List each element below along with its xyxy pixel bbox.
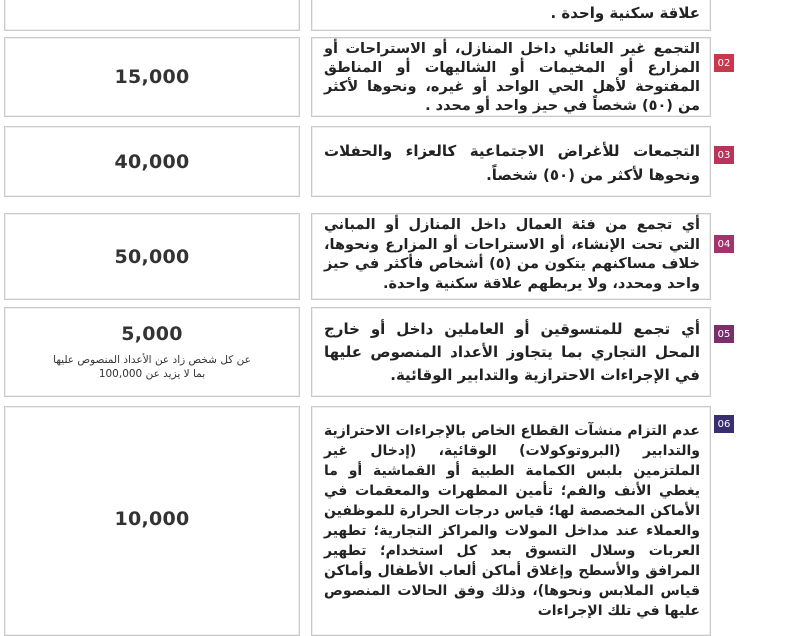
fine-amount-4: 50,000: [114, 245, 190, 268]
description-box-3: [311, 126, 711, 197]
description-box-5: [311, 307, 711, 397]
fine-amount-2: 15,000: [114, 66, 190, 88]
description-box-6: [311, 406, 711, 636]
description-text-5: أي تجمع للمتسوقين أو العاملين داخل أو خارج المحل التجاري بما يتجاوز الأعداد المنصوص عليها في الإجراءات الاحترازية والتدابير الوقائية.: [324, 320, 700, 384]
amount-box-6: [4, 406, 300, 636]
amount-box-2: [4, 37, 300, 117]
fine-amount-5: 5,000: [121, 323, 183, 345]
fine-amount-3: 40,000: [114, 150, 190, 173]
row-number-badge-5: 05: [714, 325, 734, 343]
fine-amount-6: 10,000: [114, 508, 190, 530]
row-number-badge-6: 06: [714, 415, 734, 433]
amount-box-5: [4, 307, 300, 397]
row-number-badge-4: 04: [714, 235, 734, 253]
description-text-6: عدم التزام منشآت القطاع الخاص بالإجراءات الاحترازية والتدابير (البروتوكولات) الوقائية، (إدخال غير الملتزمين بلبس الكمامة الطبية أو القماشية أو ما يغطي الأنف والفم؛ تأمين المطهرات والمعقمات في الأماكن المخصصة لها؛ قياس درجات الحرارة للموظفين والعملاء عند مداخل المولات والمراكز التجارية؛ تطهير العربات وسلال التسوق بعد كل استخدام؛ تطهير المرافق والأسطح وإغلاق أماكن ألعاب الأطفال وأماكن قياس الملابس ونحوها)، وذلك وفق الحالات المنصوص عليها في تلك الإجراءات: [324, 423, 700, 619]
amount-box-1: [4, 0, 300, 31]
fine-note-5: عن كل شخص زاد عن الأعداد المنصوص عليها بما لا يزيد عن 100,000: [53, 354, 251, 380]
amount-box-3: [4, 126, 300, 197]
description-text-4: أي تجمع من فئة العمال داخل المنازل أو المباني التي تحت الإنشاء، أو الاستراحات أو المزارع ونحوها، خلاف مساكنهم يتكون من (٥) أشخاص فأكثر في حيز واحد ومحدد، ولا يربطهم علاقة سكنية واحدة.: [324, 217, 700, 292]
description-text-2: التجمع غير العائلي داخل المنازل، أو الاستراحات أو المزارع أو المخيمات أو الشاليهات أو المناطق المفتوحة لأهل الحي الواحد أو غيره، ونحوها لأكثر من (٥٠) شخصاً في حيز واحد أو محدد .: [324, 41, 700, 114]
description-box-1: [311, 0, 711, 31]
description-text-3: التجمعات للأغراض الاجتماعية كالعزاء والحفلات ونحوها لأكثر من (٥٠) شخصاً.: [324, 142, 700, 184]
description-box-4: [311, 213, 711, 300]
row-number-badge-2: 02: [714, 54, 734, 72]
row-number-badge-3: 03: [714, 146, 734, 164]
amount-box-4: [4, 213, 300, 300]
description-box-2: [311, 37, 711, 117]
description-text-1: علاقة سكنية واحدة .: [550, 4, 700, 22]
